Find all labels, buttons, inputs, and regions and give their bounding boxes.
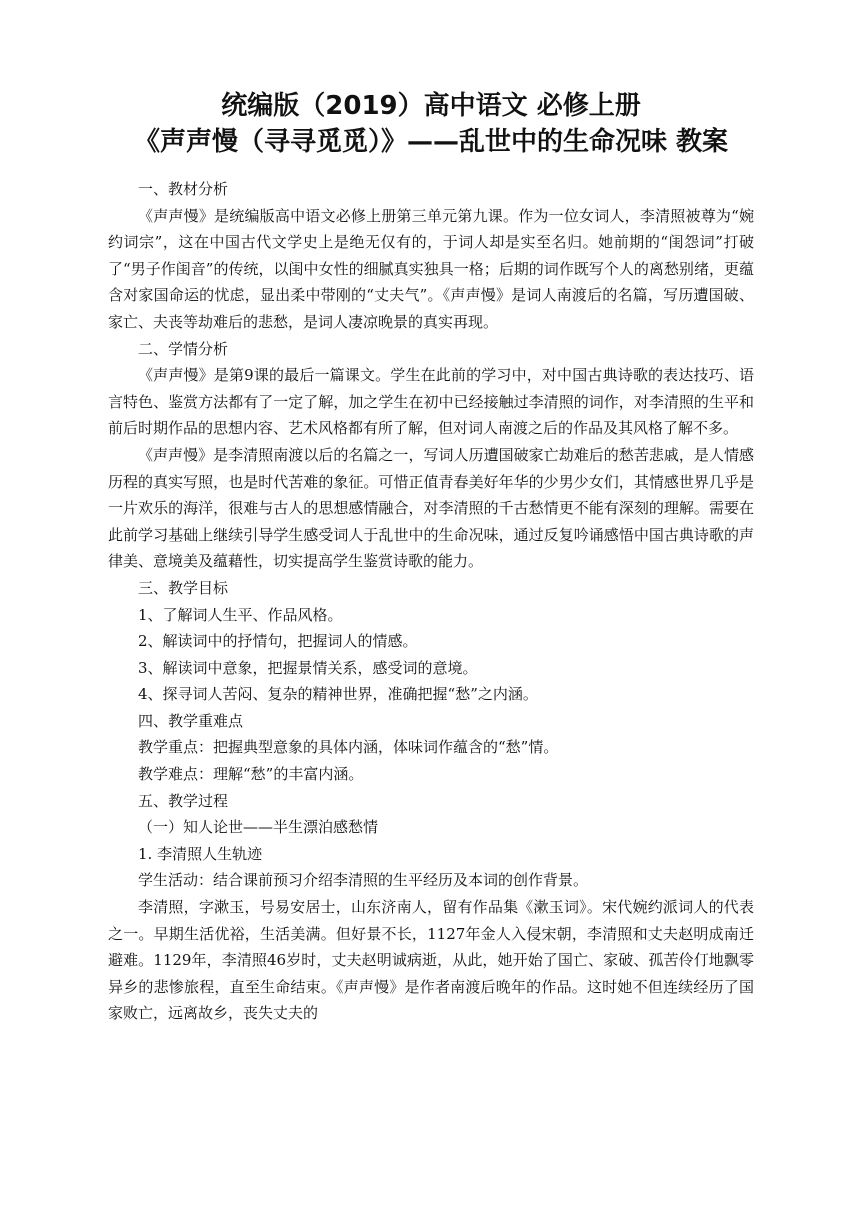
paragraph-student-analysis-2: 《声声慢》是李清照南渡以后的名篇之一，写词人历遭国破家亡劫难后的愁苦悲戚，是人情感历程的真实写照，也是时代苦难的象征。可惜正值青春美好年华的少男少女们，其情感世界几乎是一片欢乐的海洋，很难与古人的思想感情融合，对李清照的千古愁情更不能有深刻的理解。需要在此前学习基础上继续引导学生感受词人于乱世中的生命况味，通过反复吟诵感悟中国古典诗歌的声律美、意境美及蕴藉性，切实提高学生鉴赏诗歌的能力。 xyxy=(108,445,754,571)
document-title-line-2: 《声声慢（寻寻觅觅）》——乱世中的生命况味 教案 xyxy=(133,127,729,157)
document-body xyxy=(108,176,754,1027)
student-activity: 学生活动：结合课前预习介绍李清照的生平经历及本词的创作背景。 xyxy=(138,871,589,890)
document-page xyxy=(108,88,754,1027)
objective-item: 3、解读词中意象，把握景情关系，感受词的意境。 xyxy=(138,658,478,677)
section-heading-objectives: 三、教学目标 xyxy=(138,578,229,597)
document-title-line-1: 统编版（2019）高中语文 必修上册 xyxy=(221,91,641,121)
teaching-key-point: 教学重点：把握典型意象的具体内涵，体味词作蕴含的“愁”情。 xyxy=(138,738,559,757)
paragraph-student-analysis-1: 《声声慢》是第9课的最后一篇课文。学生在此前的学习中，对中国古典诗歌的表达技巧、语言特色、鉴赏方法都有了一定了解，加之学生在初中已经接触过李清照的词作，对李清照的生平和前后时期作品的思想内容、艺术风格都有所了解，但对词人南渡之后的作品及其风格了解不多。 xyxy=(108,366,754,438)
process-subsection-1: （一）知人论世——半生漂泊感愁情 xyxy=(138,818,379,837)
section-heading-key-points: 四、教学重难点 xyxy=(138,711,244,730)
process-subsection-1-1: 1. 李清照人生轨迹 xyxy=(138,844,263,863)
objective-item: 2、解读词中的抒情句，把握词人的情感。 xyxy=(138,632,418,651)
objective-item: 4、探寻词人苦闷、复杂的精神世界，准确把握“愁”之内涵。 xyxy=(138,685,538,704)
paragraph-textbook-analysis: 《声声慢》是统编版高中语文必修上册第三单元第九课。作为一位女词人，李清照被尊为“婉约词宗”，这在中国古代文学史上是绝无仅有的，于词人却是实至名归。她前期的“闺怨词”打破了“男子作闺音”的传统，以闺中女性的细腻真实独具一格；后期的词作既写个人的离愁别绪，更蕴含对家国命运的忧虑，显出柔中带刚的“丈夫气”。《声声慢》是词人南渡后的名篇，写历遭国破、家亡、夫丧等劫难后的悲愁，是词人凄凉晚景的真实再现。 xyxy=(108,206,754,331)
section-heading-analysis: 一、教材分析 xyxy=(138,180,229,198)
section-heading-process: 五、教学过程 xyxy=(138,791,229,810)
paragraph-biography: 李清照，字漱玉，号易安居士，山东济南人，留有作品集《漱玉词》。宋代婉约派词人的代表之一。早期生活优裕，生活美满。但好景不长，1127年金人入侵宋朝，李清照和丈夫赵明成南迁避难。1129年，李清照46岁时，丈夫赵明诚病逝，从此，她开始了国亡、家破、孤苦伶仃地飘零异乡的悲惨旅程，直至生命结束。《声声慢》是作者南渡后晚年的作品。这时她不但连续经历了国家败亡，远离故乡，丧失丈夫的 xyxy=(108,898,754,1023)
objective-item: 1、了解词人生平、作品风格。 xyxy=(138,605,343,624)
teaching-difficult-point: 教学难点：理解“愁”的丰富内涵。 xyxy=(138,765,364,784)
section-heading-student-analysis: 二、学情分析 xyxy=(138,339,229,358)
